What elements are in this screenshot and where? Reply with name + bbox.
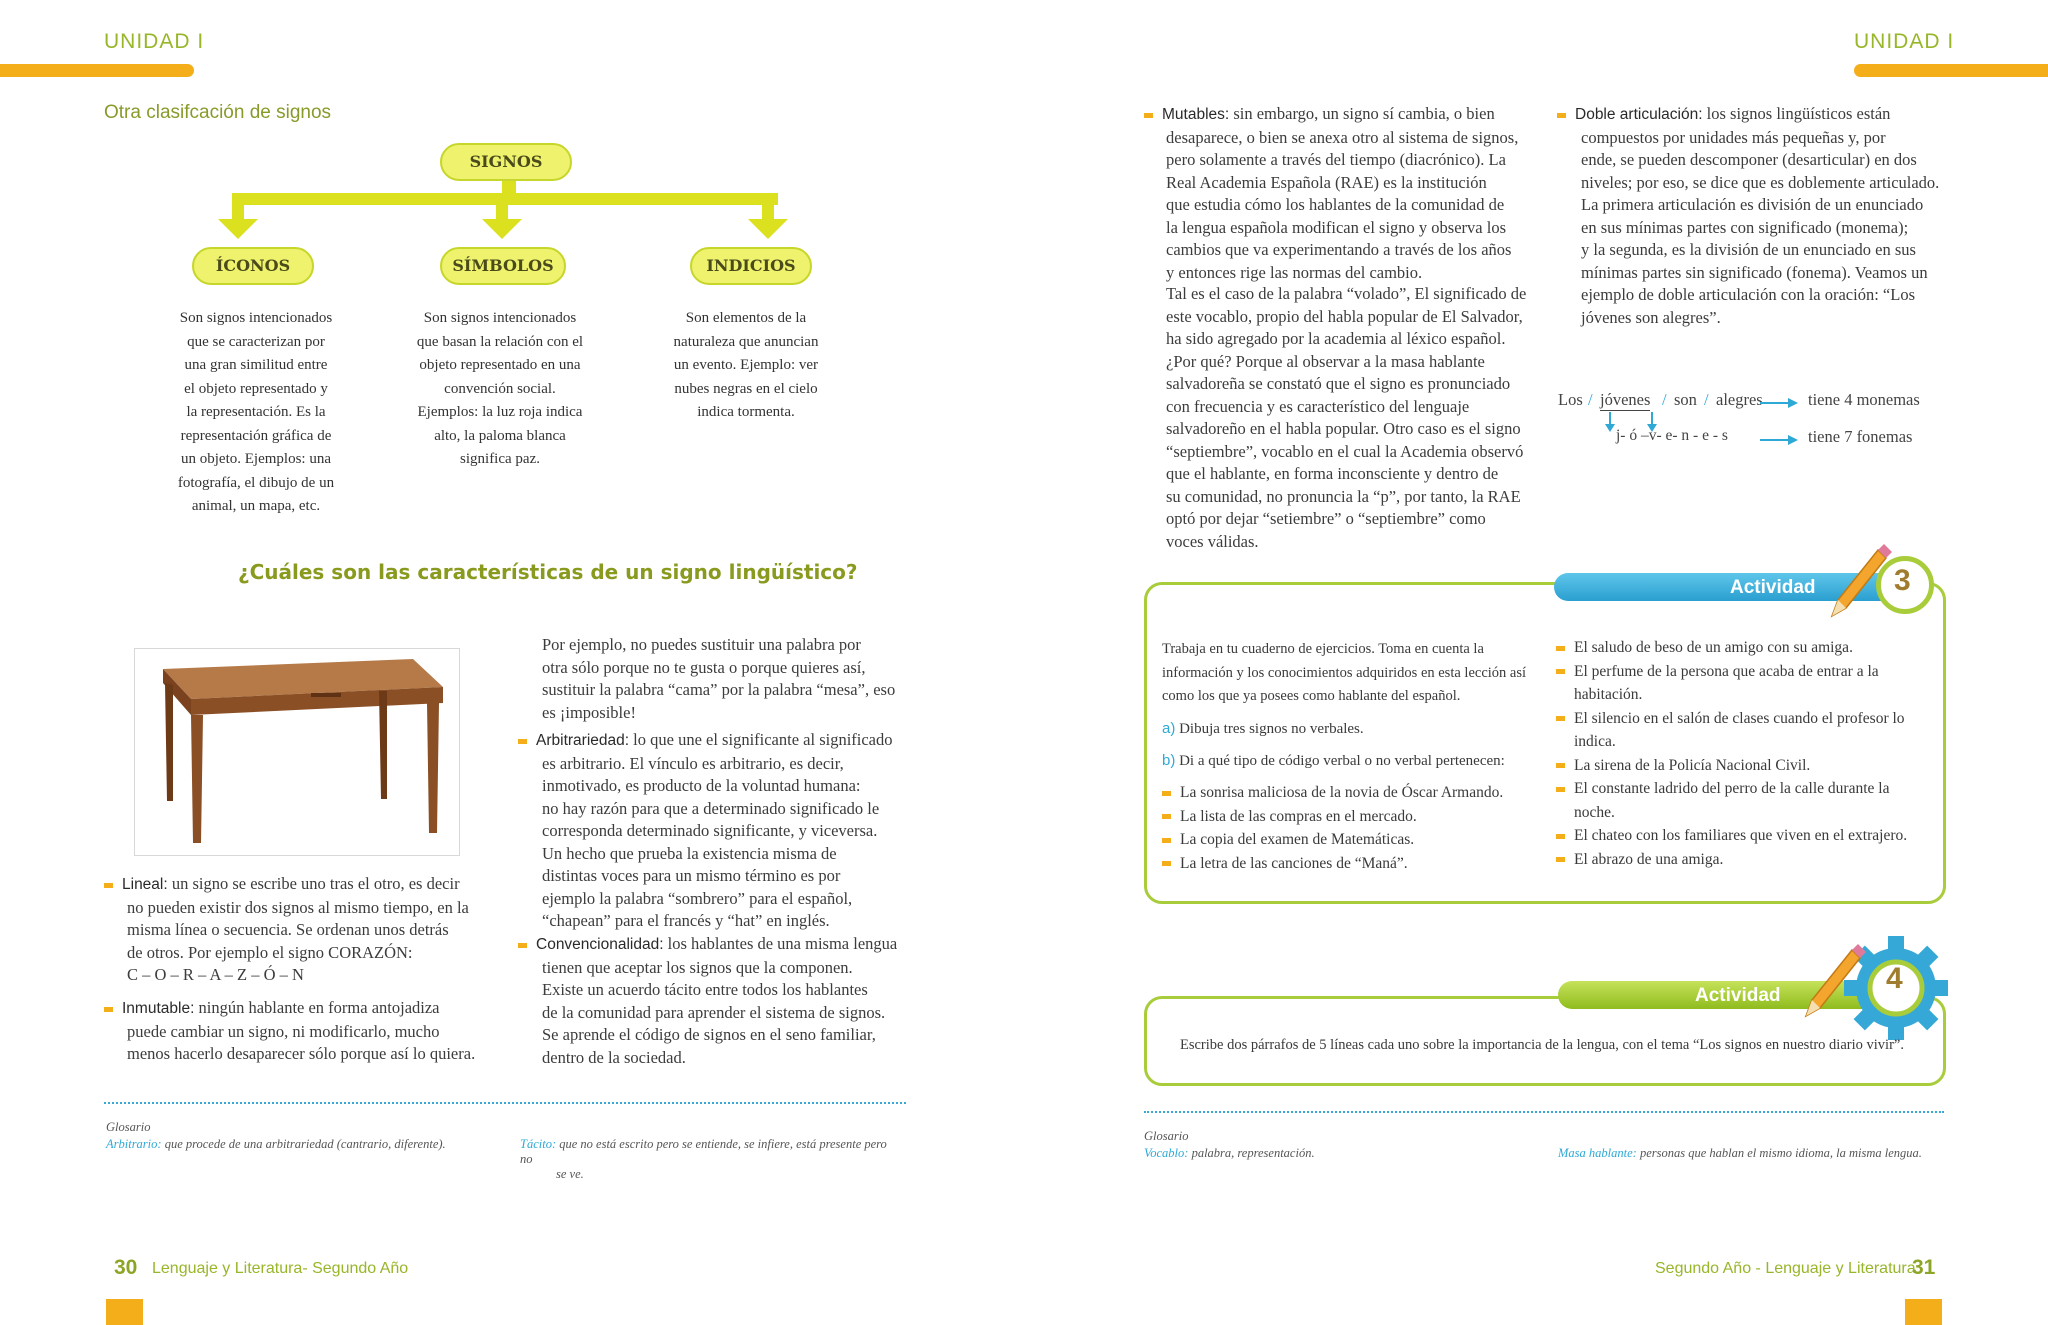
bullet-icon bbox=[1557, 113, 1566, 118]
example-paragraph: Por ejemplo, no puedes sustituir una palabra por otra sólo porque no te gusta o porque quieres así, sustituir la palabra “cama” por la palabra “mesa”, eso es ¡imposible! bbox=[542, 635, 896, 722]
activity3-left-list: La sonrisa maliciosa de la novia de Óscar Armando. La lista de las compras en el mercado. La copia del examen de Matemáticas. La letra de las canciones de “Maná”. bbox=[1162, 781, 1562, 875]
bullet-icon bbox=[1556, 834, 1565, 839]
bullet-icon bbox=[1162, 838, 1171, 843]
glossary-divider-right bbox=[1144, 1111, 1944, 1113]
volado-paragraph: Tal es el caso de la palabra “volado”, El significado de este vocablo, propio del habla popular de El Salvador, ha sido agregado por la academia al léxico español. ¿Por qué? Porque al observar a la masa hablante salvadoreña se constató que el signo es pronunciado con frecuencia y es característico del lenguaje salvadoreño en el habla popular. Otro caso es el signo “septiembre”, vocablo en el cual la Academia observó que el hablante, en forma inconsciente y dentro de su comunidad, no pronuncia la “p”, por tanto, la RAE optó por dejar “setiembre” o “septiembre” como voces válidas. bbox=[1166, 284, 1527, 551]
diagram-arrows bbox=[200, 175, 820, 245]
page-number-right: 31 bbox=[1912, 1256, 1936, 1279]
diagram-node-indicios: INDICIOS bbox=[690, 247, 812, 285]
convencionalidad-item: Convencionalidad: los hablantes de una misma lengua tienen que aceptar los signos que la componen. Existe un acuerdo tácito entre todos los hablantes de la comunidad para aprender el sistema de signos. Se aprende el código de signos en el seno familiar, dentro de la sociedad. bbox=[518, 933, 928, 1069]
example-word-jovenes: jóvenes bbox=[1600, 390, 1651, 409]
activity4-label: Actividad bbox=[1695, 985, 1781, 1006]
bullet-icon bbox=[1556, 787, 1565, 792]
fonemas-count: tiene 7 fonemas bbox=[1808, 427, 1913, 446]
mutables-item: Mutables: sin embargo, un signo sí cambia, o bien desaparece, o bien se anexa otro al sistema de signos, pero solamente a través del tiempo (diacrónico). La Real Academia Española (RAE) es la institución que estudia cómo los hablantes de la comunidad de la lengua española modifican el signo y observa los cambios que va experimentando a través de los años y entonces rige las normas del cambio. bbox=[1144, 103, 1544, 284]
bullet-icon bbox=[1556, 669, 1565, 674]
table-image bbox=[134, 648, 460, 856]
bullet-icon bbox=[104, 883, 113, 888]
iconos-description: Son signos intencionados que se caracterizan por una gran similitud entre el objeto representado y la representación. Es la representación gráfica de un objeto. Ejemplos: una fotografía, el dibujo de un animal, un mapa, etc. bbox=[177, 310, 335, 514]
activity3-number: 3 bbox=[1894, 564, 1911, 597]
page-number-left: 30 bbox=[114, 1256, 138, 1279]
bullet-icon bbox=[1144, 113, 1153, 118]
glossary-entry-masa-hablante: Masa hablante: personas que hablan el mismo idioma, la misma lengua. bbox=[1558, 1146, 1922, 1160]
arbitrariedad-item: Arbitrariedad: lo que une el significante al significado es arbitrario. El vínculo es arbitrario, es decir, inmotivado, es producto de la voluntad humana: no hay razón para que a determinado significado le corresponda determinado significante, y viceversa. Un hecho que prueba la existencia misma de distintas voces para un mismo término es por ejemplo la palabra “sombrero” para el español, “chapean” para el francés y “hat” en inglés. bbox=[518, 729, 928, 933]
activity4-number: 4 bbox=[1886, 962, 1903, 995]
pencil-icon bbox=[1822, 540, 1892, 620]
activity4-text: Escribe dos párrafos de 5 líneas cada uno sobre la importancia de la lengua, con el tema “Los signos en nuestro diario vivir”. bbox=[1180, 1037, 1904, 1053]
section-title: Otra clasifcación de signos bbox=[104, 102, 332, 123]
activity3-right-list: El saludo de beso de un amigo con su amiga. El perfume de la persona que acaba de entrar a la habitación. El silencio en el salón de clases cuando el profesor lo indica. La sirena de la Policía Nacional Civil. El constante ladrido del perro de la calle durante la noche. El chateo con los familiares que viven en el extrajero. El abrazo de una amiga. bbox=[1556, 636, 1936, 871]
bullet-icon bbox=[1556, 857, 1565, 862]
activity3-task-a: a) Dibuja tres signos no verbales. bbox=[1162, 720, 1364, 737]
example-word-son: son bbox=[1674, 390, 1697, 409]
bullet-icon bbox=[1162, 861, 1171, 866]
footer-left: Lenguaje y Literatura- Segundo Año bbox=[152, 1260, 409, 1277]
simbolos-description: Son signos intencionados que basan la relación con el objeto representado en una convención social. Ejemplos: la luz roja indica alto, la paloma blanca significa paz. bbox=[416, 310, 584, 467]
diagram-node-simbolos: SÍMBOLOS bbox=[440, 247, 566, 285]
footer-right: Segundo Año - Lenguaje y Literatura bbox=[1655, 1260, 1916, 1277]
footer-square-left bbox=[106, 1299, 143, 1325]
glossary-entry-arbitrario: Arbitrario: que procede de una arbitrariedad (cantrario, diferente). bbox=[106, 1137, 446, 1151]
activity3-label: Actividad bbox=[1730, 577, 1816, 598]
activity3-intro: Trabaja en tu cuaderno de ejercicios. Toma en cuenta la información y los conocimientos adquiridos en esta lección así como los que ya posees como hablante del español. bbox=[1162, 641, 1527, 704]
example-arrows bbox=[1558, 390, 2028, 460]
glossary-title-right: Glosario bbox=[1144, 1129, 1189, 1143]
bullet-icon bbox=[1162, 791, 1171, 796]
header-bar-left bbox=[0, 64, 194, 77]
glossary-divider-left bbox=[104, 1102, 906, 1104]
header-bar-right bbox=[1854, 64, 2048, 77]
table-icon bbox=[135, 649, 459, 855]
doble-articulacion-item: Doble articulación: los signos lingüísticos están compuestos por unidades más pequeñas y, por ende, se pueden descomponer (desarticular) en dos niveles; por eso, se dice que es doblemente articulado. La primera articulación es división de un enunciado en sus mínimas partes con significado (monema); y la segunda, es la división de un enunciado en sus mínimas partes sin significado (fonema). Veamos un ejemplo de doble articulación con la oración: “Los jóvenes son alegres”. bbox=[1557, 103, 1997, 329]
bullet-icon bbox=[1556, 716, 1565, 721]
example-word-los: Los bbox=[1558, 390, 1583, 409]
lineal-item: Lineal: un signo se escribe uno tras el otro, es decir no pueden existir dos signos al mismo tiempo, en la misma línea o secuencia. Se ordenan unos detrás de otros. Por ejemplo el signo CORAZÓN: C – O – R – A – Z – Ó – N bbox=[104, 873, 504, 987]
diagram-root-signos: SIGNOS bbox=[440, 143, 572, 181]
characteristics-heading: ¿Cuáles son las características de un signo lingüístico? bbox=[238, 560, 858, 584]
bullet-icon bbox=[1556, 763, 1565, 768]
footer-square-right bbox=[1905, 1299, 1942, 1325]
glossary-title-left: Glosario bbox=[106, 1120, 151, 1134]
unit-label-right: UNIDAD I bbox=[1854, 30, 1955, 53]
pencil-icon bbox=[1796, 940, 1866, 1020]
bullet-icon bbox=[1556, 646, 1565, 651]
bullet-icon bbox=[518, 943, 527, 948]
indicios-description: Son elementos de la naturaleza que anuncian un evento. Ejemplo: ver nubes negras en el cielo indica tormenta. bbox=[673, 310, 819, 420]
monemas-count: tiene 4 monemas bbox=[1808, 390, 1920, 409]
inmutable-item: Inmutable: ningún hablante en forma antojadiza puede cambiar un signo, ni modificarlo, mucho menos hacerlo desaparecer sólo porque así lo quiera. bbox=[104, 997, 504, 1066]
glossary-entry-tacito: Tácito: que no está escrito pero se entiende, se infiere, está presente pero no se ve. bbox=[520, 1137, 887, 1181]
bullet-icon bbox=[1162, 814, 1171, 819]
activity3-task-b: b) Di a qué tipo de código verbal o no verbal pertenecen: bbox=[1162, 752, 1505, 769]
unit-label-left: UNIDAD I bbox=[104, 30, 205, 53]
fonemas-sequence: j- ó –v- e- n - e - s bbox=[1616, 427, 1728, 444]
diagram-node-iconos: ÍCONOS bbox=[192, 247, 314, 285]
articulation-example: Los / jóvenes / son / alegres tiene 4 monemas j- ó –v- e- n - e - s tiene 7 fonemas bbox=[1558, 390, 2028, 460]
glossary-entry-vocablo: Vocablo: palabra, representación. bbox=[1144, 1146, 1315, 1160]
example-word-alegres: alegres bbox=[1716, 390, 1763, 409]
bullet-icon bbox=[104, 1007, 113, 1012]
bullet-icon bbox=[518, 739, 527, 744]
